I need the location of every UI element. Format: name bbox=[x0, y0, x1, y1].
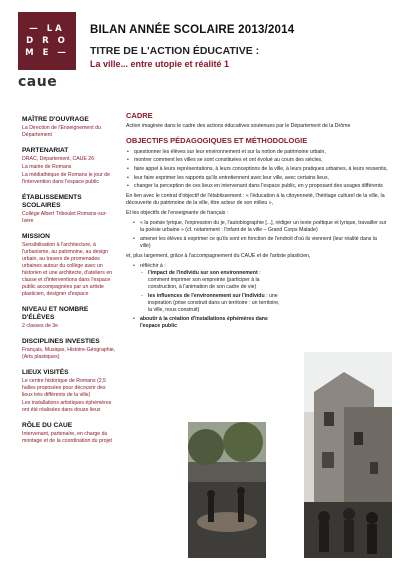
sidebar-heading: DISCIPLINES INVESTIES bbox=[22, 338, 100, 345]
sidebar-section-partenariat bbox=[22, 147, 116, 186]
sidebar-text: Intervenant, partenaire, en charge du montage et de la coordination du projet bbox=[22, 431, 112, 444]
list-item bbox=[140, 263, 280, 315]
action-subtitle: La ville... entre utopie et réalité 1 bbox=[90, 59, 230, 69]
street-photo bbox=[304, 352, 392, 558]
paragraph: et, plus largement, grâce à l'accompagnement du CAUE et de l'artiste plasticien, bbox=[126, 252, 311, 259]
list-item bbox=[140, 316, 280, 330]
section-title-objectifs: OBJECTIFS PÉDAGOGIQUES ET MÉTHODOLOGIE bbox=[126, 136, 308, 146]
reflect-item-text: : une inspiration (prise construit dans un territoire : un territoire, la ville, nous construit) bbox=[148, 293, 280, 314]
sidebar-heading: MAÎTRE D'OUVRAGE bbox=[22, 116, 89, 123]
list-item bbox=[148, 270, 280, 292]
teacher-objectives-list bbox=[126, 220, 388, 250]
paragraph: Et les objectifs de l'enseignante de français : bbox=[126, 210, 229, 217]
page-title: BILAN ANNÉE SCOLAIRE 2013/2014 bbox=[90, 24, 295, 36]
sidebar-heading: NIVEAU ET NOMBRE D'ÉLÈVES bbox=[22, 306, 89, 321]
reflect-list bbox=[126, 263, 280, 331]
sidebar-text: La mairie de Romans bbox=[22, 164, 72, 170]
sidebar-heading: LIEUX VISITÉS bbox=[22, 369, 69, 376]
paragraph: En lien avec le contrat d'objectif de l'établissement : « l'éducation à la citoyenneté, l'héritage culturel de la ville, la découverte du patrimoine de la ville, être acteur de son milieu », bbox=[126, 192, 385, 206]
reflect-sublist bbox=[140, 270, 280, 315]
list-item: • changer la perception de ces lieux en intervenant dans l'espace public, en y proposant des usages différents bbox=[134, 183, 388, 190]
reflect-intro: réfléchir à : bbox=[140, 262, 166, 269]
sidebar-text: 2 classes de 3e bbox=[22, 323, 59, 329]
reflect-item-bold: l'impact de l'individu sur son environnement bbox=[148, 269, 258, 276]
sidebar-text: Collège Albert Triboulet Romans-sur-Isère bbox=[22, 211, 108, 224]
sidebar-text: Sensibilisation à l'architecture, à l'urbanisme, au patrimoine, au design urbain, au travers de promenades urbaines autour du collège avec un historien et une architecte, d'ateliers en classe et d'interventions dans l'espace public accompagnées par un artiste plasticien, designer d'espace bbox=[22, 242, 113, 297]
sidebar-heading: RÔLE DU CAUE bbox=[22, 422, 73, 429]
list-item: • amener les élèves à exprimer ce qu'ils sont en fonction de l'endroit d'où ils viennent (leur réalité dans la ville) bbox=[140, 236, 388, 250]
sidebar-section-disciplines bbox=[22, 338, 116, 361]
list-item: • leur faire exprimer les rapports qu'ils entretiennent avec leur ville, avec certains lieux, bbox=[134, 175, 388, 182]
action-title: TITRE DE L'ACTION ÉDUCATIVE : bbox=[90, 45, 260, 57]
reflect-item-bold: les influences de l'environnement sur l'individu bbox=[148, 293, 265, 300]
caue-logo-mark bbox=[18, 12, 76, 70]
logo-line: — LA bbox=[29, 24, 65, 34]
objectives-list bbox=[126, 149, 388, 191]
main-content bbox=[126, 112, 388, 332]
sidebar-text: La Direction de l'Enseignement du Département bbox=[22, 125, 101, 138]
list-item: • faire appel à leurs représentations, à leurs conceptions de la ville, à leurs pratiques urbaines, à leurs ressentis, bbox=[134, 166, 388, 173]
sidebar-heading: PARTENARIAT bbox=[22, 147, 69, 154]
sidebar-heading: ÉTABLISSEMENTS SCOLAIRES bbox=[22, 194, 82, 209]
list-item: • questionner les élèves sur leur environnement et sur la notion de patrimoine urbain, bbox=[134, 149, 388, 156]
sidebar-text: La médiathèque de Romans le jour de l'intervention dans l'espace public bbox=[22, 172, 110, 185]
sidebar-section-role bbox=[22, 422, 116, 445]
logo-line: D R O bbox=[26, 36, 68, 46]
sidebar-section-lieux bbox=[22, 369, 116, 414]
sidebar-heading: MISSION bbox=[22, 233, 50, 240]
cadre-text: Action imaginée dans le cadre des actions éducatives soutenues par le Département de la Drôme bbox=[126, 123, 351, 130]
logo-line: M E — bbox=[25, 48, 69, 58]
sidebar-text: Français, Musique, Histoire-Géographie, (Arts plastiques) bbox=[22, 347, 116, 360]
final-goal: aboutir à la création d'installations éphémères dans l'espace public bbox=[140, 316, 268, 330]
list-item bbox=[148, 293, 280, 315]
sidebar-text: Les installations artistiques éphémères ont été réalisées dans douze lieux bbox=[22, 400, 112, 413]
info-sidebar bbox=[22, 116, 116, 453]
sidebar-section-niveau bbox=[22, 306, 116, 330]
installation-photo bbox=[188, 422, 266, 558]
sidebar-text: DRAC, Département, CAUE 26 bbox=[22, 156, 95, 162]
sidebar-section-maitre-ouvrage bbox=[22, 116, 116, 139]
sidebar-text: Le centre historique de Romans (2,5 halles proposées pour découvrir des lieux très différents de la ville) bbox=[22, 378, 106, 398]
list-item: • montrer comment les villes se sont constituées et ont évolué au cours des siècles, bbox=[134, 157, 388, 164]
sidebar-section-mission bbox=[22, 233, 116, 298]
list-item: • « la poésie lyrique, l'expression du je, l'autobiographie [...], rédiger un texte poétique et lyrique, travailler sur la poésie urbaine » (cf. notamment : l'infant de la ville – Grand Corps Malade) bbox=[140, 220, 388, 234]
section-title-cadre: CADRE bbox=[126, 111, 153, 120]
reflect-item-text: : comment imprimer son empreinte (participer à la construction, à l'animation de son cadre de vie) bbox=[148, 269, 261, 291]
caue-logo-name: caue bbox=[18, 74, 58, 90]
sidebar-section-etablissements bbox=[22, 194, 116, 225]
